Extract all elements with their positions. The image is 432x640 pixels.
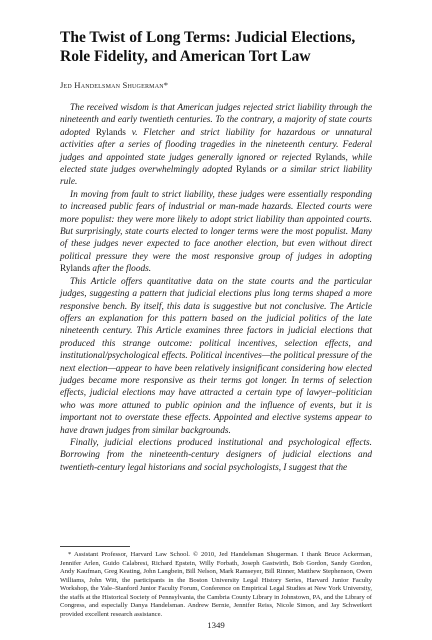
abstract-text: In moving from fault to strict liability, these judges were essentially responding to increased public fears of industrial or man-made hazards. Elected courts were more populist: they were more likely to adopt strict liability than appointed courts. But surprisingly, state courts elected to longer terms were the most populist. Many of these judges never expected to face another election, but even without direct political pressure they were the most responsive group of judges in adopting — [60, 189, 372, 262]
abstract-paragraph — [60, 189, 372, 276]
abstract-text: v. Fletcher and strict liability for hazardous or unnatural activities after a series of flooding tragedies in the nineteenth century. Federal judges and appointed state judges generally ignored or rejected — [60, 127, 372, 163]
abstract-paragraph — [60, 437, 372, 474]
footnote-divider — [60, 546, 130, 547]
abstract-text: , while elected state judges overwhelmingly adopted — [60, 152, 372, 176]
abstract-text: after the floods. — [90, 264, 152, 275]
abstract-text: Finally, judicial elections produced institutional and psychological effects. Borrowing from the nineteenth-century designers of judicial elections and twentieth-century legal historians and social psychologists, I suggest that the — [60, 437, 372, 473]
article-title-line-2: Role Fidelity, and American Tort Law — [60, 48, 311, 65]
abstract-paragraph — [60, 102, 372, 189]
case-name: Rylands — [95, 127, 126, 138]
author-name: Jed Handelsman Shugerman* — [60, 80, 169, 90]
abstract-text: This Article offers quantitative data on the state courts and the particular judges, suggesting a pattern that judicial elections plus long terms shaped a more responsive bench. By itself, this data is suggestive but not conclusive. The Article offers an explanation for this pattern based on the judicial politics of the late nineteenth century. This Article examines three factors in judicial elections that produced this strange outcome: political incentives, selection effects, and institutional/psychological effects. Political incentives—the political pressure of the next election—appear to have been relatively insignificant considering how elected judges became more responsive as their terms got longer. In terms of selection effects, judicial elections may have attracted a certain type of lawyer–politician who was more attuned to public opinion and the influence of events, but it is important not to overstate these effects. Appointed and elective systems appear to have drawn judges from similar backgrounds. — [60, 276, 372, 436]
article-title-line-1: The Twist of Long Terms: Judicial Elections, — [60, 29, 356, 46]
article-first-page — [60, 28, 372, 474]
case-name: Rylands — [60, 264, 91, 275]
abstract-paragraph — [60, 276, 372, 437]
author-byline — [60, 80, 372, 90]
page-number: 1349 — [207, 620, 225, 630]
case-name: Rylands — [236, 165, 267, 176]
article-title — [60, 28, 372, 66]
abstract — [60, 102, 372, 474]
case-name: Rylands — [315, 152, 346, 163]
abstract-text: The received wisdom is that American judges rejected strict liability through the nineteenth and early twentieth centuries. To the contrary, a majority of state courts adopted — [60, 103, 372, 138]
author-footnote: * Assistant Professor, Harvard Law School. © 2010, Jed Handelsman Shugerman. I thank Bruce Ackerman, Jennifer Arlen, Guido Calabresi, Richard Epstein, Willy Forbath, Joseph Gastwirth, Bob Gordon, Sandy Gordon, Andy Kaufman, Greg Keating, John Langbein, Bill Nelson, Mark Ramseyer, Bill Rinner, Matthew Stephenson, Owen Williams, John Witt, the participants in the Boston University Legal History Series, Harvard Junior Faculty Workshop, the Yale–Stanford Junior Faculty Forum, Conference on Empirical Legal Studies at New York University, the staffs at the Historical Society of Pennsylvania, the Cambria County Library in Johnstown, PA, and the Library of Congress, and especially Danya Handelsman. Andrew Bernie, Jennifer Reiss, Nicole Simon, and Jay Schweikert provided excellent research assistance. — [60, 551, 372, 618]
abstract-text: or a similar strict liability rule. — [60, 165, 373, 188]
